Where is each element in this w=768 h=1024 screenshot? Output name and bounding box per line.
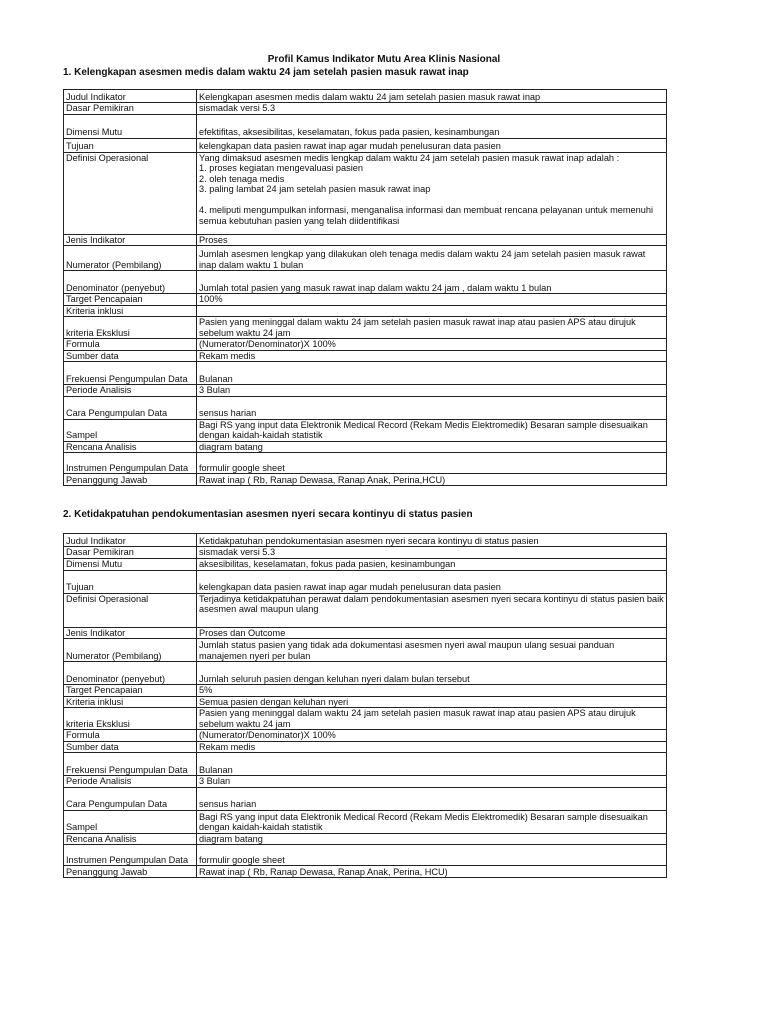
indicator-row: [64, 152, 667, 234]
row-label: Cara Pengumpulan Data: [64, 787, 197, 810]
indicator-row: [64, 708, 667, 730]
indicator-row: [64, 90, 667, 103]
row-label: Tujuan: [64, 138, 197, 152]
row-value: sensus harian: [197, 787, 667, 810]
indicator-row: [64, 753, 667, 776]
indicator-row: [64, 234, 667, 246]
indicator-row: [64, 114, 667, 138]
row-label: Dimensi Mutu: [64, 558, 197, 570]
row-value: diagram batang: [197, 833, 667, 845]
row-value: Rekam medis: [197, 741, 667, 753]
indicator-row: [64, 441, 667, 453]
indicator-row: [64, 639, 667, 662]
row-value: Yang dimaksud asesmen medis lengkap dalam waktu 24 jam setelah pasien masuk rawat inap adalah : 1. proses kegiatan mengevaluasi pasien 2. oleh tenaga medis 3. paling lambat 24 jam setelah pasien masuk rawat inap 4. meliputi mengumpulkan informasi, menganalisa informasi dan membuat rencana pelayanan untuk memenuhi semua kebutuhan pasien yang telah diidentifikasi: [197, 152, 667, 234]
row-label: Rencana Analisis: [64, 833, 197, 845]
row-label: Dimensi Mutu: [64, 114, 197, 138]
indicator-row: [64, 103, 667, 115]
indicator-row: [64, 547, 667, 559]
row-label: Sampel: [64, 419, 197, 441]
row-value: Bulanan: [197, 362, 667, 385]
indicator-row: [64, 787, 667, 810]
row-value: 3 Bulan: [197, 776, 667, 788]
indicator-row: [64, 419, 667, 441]
row-label: kriteria Eksklusi: [64, 317, 197, 339]
indicator-row: [64, 730, 667, 742]
row-label: Penanggung Jawab: [64, 866, 197, 878]
indicator-row: [64, 741, 667, 753]
indicator-row: [64, 558, 667, 570]
row-value: Jumlah asesmen lengkap yang dilakukan oleh tenaga medis dalam waktu 24 jam setelah pasien masuk rawat inap dalam waktu 1 bulan: [197, 246, 667, 271]
row-label: Instrumen Pengumpulan Data: [64, 453, 197, 474]
row-label: Dasar Pemikiran: [64, 103, 197, 115]
row-value: 5%: [197, 685, 667, 697]
row-label: Frekuensi Pengumpulan Data: [64, 753, 197, 776]
row-label: Definisi Operasional: [64, 593, 197, 627]
document-title: Profil Kamus Indikator Mutu Area Klinis Nasional: [267, 54, 501, 65]
row-value: formulir google sheet: [197, 453, 667, 474]
section-heading: 1. Kelengkapan asesmen medis dalam waktu 24 jam setelah pasien masuk rawat inap: [63, 67, 469, 78]
indicator-row: [64, 138, 667, 152]
row-value: 3 Bulan: [197, 385, 667, 397]
indicator-row: [64, 317, 667, 339]
indicator-table: [63, 533, 667, 878]
row-value: Ketidakpatuhan pendokumentasian asesmen nyeri secara kontinyu di status pasien: [197, 534, 667, 547]
indicator-row: [64, 627, 667, 639]
indicator-row: [64, 246, 667, 271]
row-value: (Numerator/Denominator)X 100%: [197, 730, 667, 742]
indicator-row: [64, 570, 667, 593]
row-value: sismadak versi 5.3: [197, 103, 667, 115]
row-value: Pasien yang meninggal dalam waktu 24 jam setelah pasien masuk rawat inap atau pasien APS atau dirujuk sebelum waktu 24 jam: [197, 317, 667, 339]
row-value: [197, 305, 667, 317]
indicator-row: [64, 350, 667, 362]
row-label: Penanggung Jawab: [64, 474, 197, 486]
indicator-row: [64, 271, 667, 294]
row-label: Judul Indikator: [64, 534, 197, 547]
row-value: kelengkapan data pasien rawat inap agar mudah penelusuran data pasien: [197, 138, 667, 152]
indicator-row: [64, 294, 667, 306]
indicator-row: [64, 339, 667, 351]
row-label: Judul Indikator: [64, 90, 197, 103]
indicator-row: [64, 305, 667, 317]
row-label: Numerator (Pembilang): [64, 639, 197, 662]
row-value: 100%: [197, 294, 667, 306]
row-label: Sumber data: [64, 350, 197, 362]
row-label: Periode Analisis: [64, 385, 197, 397]
row-label: Frekuensi Pengumpulan Data: [64, 362, 197, 385]
indicator-row: [64, 810, 667, 833]
row-label: Instrumen Pengumpulan Data: [64, 845, 197, 866]
indicator-section-2: [63, 509, 667, 878]
indicator-row: [64, 453, 667, 474]
row-value: Kelengkapan asesmen medis dalam waktu 24 jam setelah pasien masuk rawat inap: [197, 90, 667, 103]
row-label: Target Pencapaian: [64, 294, 197, 306]
indicator-row: [64, 833, 667, 845]
row-label: Definisi Operasional: [64, 152, 197, 234]
indicator-row: [64, 685, 667, 697]
indicator-row: [64, 696, 667, 708]
indicator-section-1: [63, 67, 667, 486]
row-label: Denominator (penyebut): [64, 662, 197, 685]
row-value: Pasien yang meninggal dalam waktu 24 jam setelah pasien masuk rawat inap atau pasien APS atau dirujuk sebelum waktu 24 jam: [197, 708, 667, 730]
row-label: Kriteria inklusi: [64, 305, 197, 317]
row-value: aksesibilitas, keselamatan, fokus pada pasien, kesinambungan: [197, 558, 667, 570]
indicator-table: [63, 89, 667, 486]
indicator-row: [64, 593, 667, 627]
row-label: Cara Pengumpulan Data: [64, 396, 197, 419]
row-value: Jumlah seluruh pasien dengan keluhan nyeri dalam bulan tersebut: [197, 662, 667, 685]
indicator-row: [64, 845, 667, 866]
row-value: formulir google sheet: [197, 845, 667, 866]
row-label: kriteria Eksklusi: [64, 708, 197, 730]
row-label: Periode Analisis: [64, 776, 197, 788]
row-label: Formula: [64, 730, 197, 742]
indicator-row: [64, 776, 667, 788]
row-label: Formula: [64, 339, 197, 351]
row-value: Semua pasien dengan keluhan nyeri: [197, 696, 667, 708]
row-label: Dasar Pemikiran: [64, 547, 197, 559]
row-value: Rekam medis: [197, 350, 667, 362]
indicator-row: [64, 396, 667, 419]
row-value: Jumlah status pasien yang tidak ada dokumentasi asesmen nyeri awal maupun ulang sesuai panduan manajemen nyeri per bulan: [197, 639, 667, 662]
row-label: Numerator (Pembilang): [64, 246, 197, 271]
row-value: (Numerator/Denominator)X 100%: [197, 339, 667, 351]
indicator-row: [64, 362, 667, 385]
row-label: Denominator (penyebut): [64, 271, 197, 294]
row-value: Jumlah total pasien yang masuk rawat inap dalam waktu 24 jam , dalam waktu 1 bulan: [197, 271, 667, 294]
row-value: kelengkapan data pasien rawat inap agar mudah penelusuran data pasien: [197, 570, 667, 593]
row-value: Bagi RS yang input data Elektronik Medical Record (Rekam Medis Elektromedik) Besaran sample disesuaikan dengan kaidah-kaidah statistik: [197, 419, 667, 441]
row-label: Sumber data: [64, 741, 197, 753]
row-label: Jenis Indikator: [64, 627, 197, 639]
indicator-row: [64, 474, 667, 486]
row-value: Proses: [197, 234, 667, 246]
indicator-row: [64, 385, 667, 397]
row-value: Rawat inap ( Rb, Ranap Dewasa, Ranap Anak, Perina, HCU): [197, 866, 667, 878]
row-value: sismadak versi 5.3: [197, 547, 667, 559]
row-label: Jenis Indikator: [64, 234, 197, 246]
row-label: Sampel: [64, 810, 197, 833]
row-value: sensus harian: [197, 396, 667, 419]
row-label: Kriteria inklusi: [64, 696, 197, 708]
row-value: diagram batang: [197, 441, 667, 453]
row-value: Rawat inap ( Rb, Ranap Dewasa, Ranap Anak, Perina,HCU): [197, 474, 667, 486]
row-value: Terjadinya ketidakpatuhan perawat dalam pendokumentasian asesmen nyeri secara kontinyu di status pasien baik asesmen awal maupun ulang: [197, 593, 667, 627]
indicator-row: [64, 534, 667, 547]
row-label: Tujuan: [64, 570, 197, 593]
indicator-row: [64, 866, 667, 878]
row-value: efektifitas, aksesibilitas, keselamatan, fokus pada pasien, kesinambungan: [197, 114, 667, 138]
indicator-row: [64, 662, 667, 685]
row-label: Rencana Analisis: [64, 441, 197, 453]
row-label: Target Pencapaian: [64, 685, 197, 697]
row-value: Proses dan Outcome: [197, 627, 667, 639]
row-value: Bulanan: [197, 753, 667, 776]
row-value: Bagi RS yang input data Elektronik Medical Record (Rekam Medis Elektromedik) Besaran sample disesuaikan dengan kaidah-kaidah statistik: [197, 810, 667, 833]
section-heading: 2. Ketidakpatuhan pendokumentasian asesmen nyeri secara kontinyu di status pasien: [63, 509, 473, 520]
